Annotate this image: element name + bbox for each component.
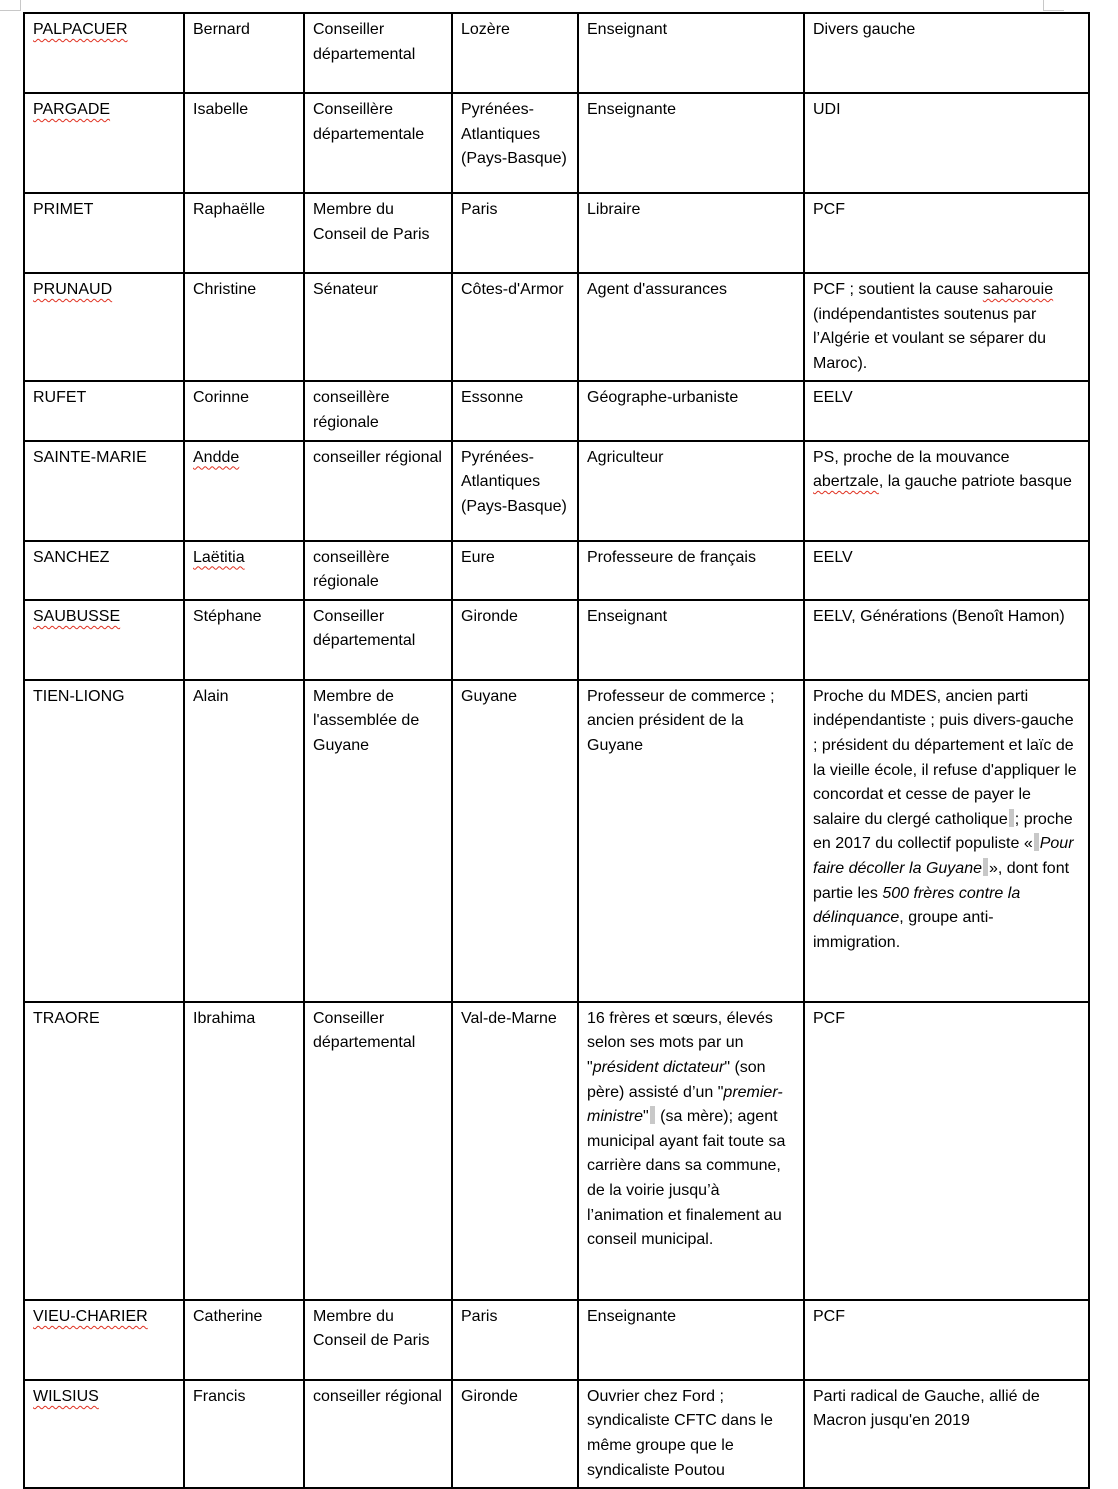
- table-row: [24, 600, 1089, 680]
- cell-nom: WILSIUS: [24, 1380, 184, 1488]
- cell-orientation: EELV, Générations (Benoît Hamon): [804, 600, 1089, 680]
- cell-nom: PRUNAUD: [24, 273, 184, 381]
- cell-nom: SANCHEZ: [24, 541, 184, 600]
- cell-profession: Agriculteur: [578, 441, 804, 541]
- cell-orientation: Proche du MDES, ancien parti indépendantiste ; puis divers-gauche ; président du département et laïc de la vieille école, il refuse d'appliquer le concordat et cesse de payer le salaire du clergé catholique ; proche en 2017 du collectif populiste « Pour faire décoller la Guyane », dont font partie les 500 frères contre la délinquance, groupe anti-immigration.: [804, 680, 1089, 1002]
- cell-prenom: Andde: [184, 441, 304, 541]
- cell-departement: Val-de-Marne: [452, 1002, 578, 1300]
- table-row: [24, 1002, 1089, 1300]
- cell-profession: Enseignante: [578, 1300, 804, 1380]
- cell-nom: TRAORE: [24, 1002, 184, 1300]
- cell-departement: Essonne: [452, 381, 578, 440]
- table-row: [24, 1300, 1089, 1380]
- cell-mandat: Membre de l'assemblée de Guyane: [304, 680, 452, 1002]
- cell-mandat: conseiller régional: [304, 1380, 452, 1488]
- cell-mandat: conseiller régional: [304, 441, 452, 541]
- cell-prenom: Catherine: [184, 1300, 304, 1380]
- cell-mandat: Sénateur: [304, 273, 452, 381]
- cell-profession: Professeur de commerce ; ancien président de la Guyane: [578, 680, 804, 1002]
- cell-departement: Eure: [452, 541, 578, 600]
- cell-nom: TIEN-LIONG: [24, 680, 184, 1002]
- cell-mandat: Membre du Conseil de Paris: [304, 1300, 452, 1380]
- cell-nom: PALPACUER: [24, 13, 184, 93]
- cell-profession: Enseignante: [578, 93, 804, 193]
- cell-departement: Pyrénées-Atlantiques (Pays-Basque): [452, 93, 578, 193]
- cell-prenom: Isabelle: [184, 93, 304, 193]
- crop-mark-top-left: [0, 0, 21, 11]
- table-row: [24, 680, 1089, 1002]
- cell-profession: Enseignant: [578, 13, 804, 93]
- cell-orientation: PCF: [804, 1002, 1089, 1300]
- cell-departement: Côtes-d'Armor: [452, 273, 578, 381]
- cell-prenom: Laëtitia: [184, 541, 304, 600]
- table-row: [24, 1380, 1089, 1488]
- cell-profession: Agent d'assurances: [578, 273, 804, 381]
- cell-nom: SAUBUSSE: [24, 600, 184, 680]
- table-row: [24, 381, 1089, 440]
- hidden-mark: [1009, 809, 1014, 827]
- table-row: [24, 273, 1089, 381]
- cell-prenom: Raphaëlle: [184, 193, 304, 273]
- hidden-mark: [1034, 833, 1039, 851]
- cell-profession: Ouvrier chez Ford ; syndicaliste CFTC dans le même groupe que le syndicaliste Poutou: [578, 1380, 804, 1488]
- crop-mark-top-right: [1043, 0, 1064, 11]
- cell-nom: PARGADE: [24, 93, 184, 193]
- cell-mandat: Conseiller départemental: [304, 13, 452, 93]
- table-row: [24, 13, 1089, 93]
- cell-profession: Professeure de français: [578, 541, 804, 600]
- cell-departement: Gironde: [452, 1380, 578, 1488]
- cell-prenom: Ibrahima: [184, 1002, 304, 1300]
- hidden-mark: [983, 858, 988, 876]
- cell-orientation: PS, proche de la mouvance abertzale, la gauche patriote basque: [804, 441, 1089, 541]
- cell-departement: Paris: [452, 193, 578, 273]
- cell-prenom: Bernard: [184, 13, 304, 93]
- cell-departement: Paris: [452, 1300, 578, 1380]
- cell-mandat: conseillère régionale: [304, 541, 452, 600]
- cell-profession: 16 frères et sœurs, élevés selon ses mots par un "président dictateur" (son père) assisté d’un "premier-ministre" (sa mère); agent municipal ayant fait toute sa carrière dans sa commune, de la voirie jusqu’à l’animation et finalement au conseil municipal.: [578, 1002, 804, 1300]
- elected-officials-table: [23, 12, 1090, 1489]
- table-row: [24, 541, 1089, 600]
- cell-orientation: PCF: [804, 1300, 1089, 1380]
- cell-prenom: Stéphane: [184, 600, 304, 680]
- table-row: [24, 193, 1089, 273]
- cell-orientation: Divers gauche: [804, 13, 1089, 93]
- table-row: [24, 441, 1089, 541]
- cell-departement: Lozère: [452, 13, 578, 93]
- cell-prenom: Christine: [184, 273, 304, 381]
- cell-mandat: Conseillère départementale: [304, 93, 452, 193]
- cell-orientation: EELV: [804, 381, 1089, 440]
- hidden-mark: [650, 1106, 655, 1124]
- cell-orientation: PCF ; soutient la cause saharouie (indépendantistes soutenus par l’Algérie et voulant se séparer du Maroc).: [804, 273, 1089, 381]
- cell-mandat: Membre du Conseil de Paris: [304, 193, 452, 273]
- cell-profession: Libraire: [578, 193, 804, 273]
- cell-departement: Pyrénées-Atlantiques (Pays-Basque): [452, 441, 578, 541]
- cell-mandat: Conseiller départemental: [304, 1002, 452, 1300]
- cell-mandat: Conseiller départemental: [304, 600, 452, 680]
- cell-nom: RUFET: [24, 381, 184, 440]
- cell-prenom: Alain: [184, 680, 304, 1002]
- cell-prenom: Corinne: [184, 381, 304, 440]
- cell-nom: PRIMET: [24, 193, 184, 273]
- cell-orientation: UDI: [804, 93, 1089, 193]
- cell-orientation: Parti radical de Gauche, allié de Macron jusqu'en 2019: [804, 1380, 1089, 1488]
- cell-mandat: conseillère régionale: [304, 381, 452, 440]
- cell-profession: Géographe-urbaniste: [578, 381, 804, 440]
- table-row: [24, 93, 1089, 193]
- cell-departement: Gironde: [452, 600, 578, 680]
- cell-profession: Enseignant: [578, 600, 804, 680]
- cell-nom: VIEU-CHARIER: [24, 1300, 184, 1380]
- cell-departement: Guyane: [452, 680, 578, 1002]
- cell-nom: SAINTE-MARIE: [24, 441, 184, 541]
- cell-orientation: EELV: [804, 541, 1089, 600]
- cell-prenom: Francis: [184, 1380, 304, 1488]
- cell-orientation: PCF: [804, 193, 1089, 273]
